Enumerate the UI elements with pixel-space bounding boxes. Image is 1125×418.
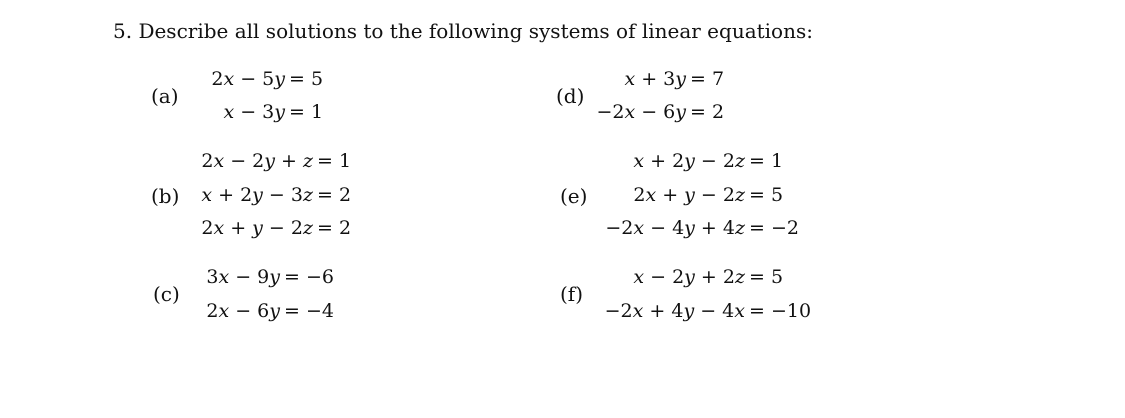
equation-line [0, 184, 1125, 208]
equation-rhs: = 1 [317, 150, 352, 172]
equation-rhs: = 1 [749, 150, 784, 172]
equation-lhs: 3𝑥 − 9𝑦 [206, 266, 280, 288]
equation-lhs: −2𝑥 − 4𝑦 + 4𝑧 [605, 217, 745, 239]
equation-lhs: 𝑥 − 2𝑦 + 2𝑧 [633, 266, 745, 288]
equation-lhs: −2𝑥 − 6𝑦 [596, 101, 686, 123]
system-label: (b) [151, 184, 180, 208]
equation-line [0, 150, 1125, 174]
equation-lhs: 2𝑥 − 5𝑦 [211, 68, 285, 90]
equation-line [0, 217, 1125, 241]
equation-rhs: = 2 [317, 184, 352, 206]
equation-line [0, 68, 1125, 92]
equation-rhs: = 5 [749, 266, 784, 288]
equation-lhs: 2𝑥 − 6𝑦 [206, 300, 280, 322]
equation-lhs: 𝑥 + 3𝑦 [624, 68, 686, 90]
equation-lhs: 𝑥 + 2𝑦 − 3𝑧 [201, 184, 313, 206]
equation-lhs: −2𝑥 + 4𝑦 − 4𝑥 [604, 300, 745, 322]
system-label: (c) [153, 282, 180, 306]
equation-line [0, 300, 1125, 324]
equation-rhs: = 2 [317, 217, 352, 239]
equation-rhs: = 7 [690, 68, 725, 90]
equation-rhs: = −2 [749, 217, 799, 239]
equation-lhs: 2𝑥 + 𝑦 − 2𝑧 [633, 184, 745, 206]
equation-lhs: 𝑥 + 2𝑦 − 2𝑧 [633, 150, 745, 172]
equation-rhs: = 2 [690, 101, 725, 123]
problem-title: 5. Describe all solutions to the following systems of linear equations: [113, 19, 813, 43]
equation-rhs: = 1 [289, 101, 324, 123]
equation-rhs: = −6 [284, 266, 334, 288]
equation-line [0, 266, 1125, 290]
system-label: (e) [560, 184, 588, 208]
system-label: (f) [560, 282, 584, 306]
equation-lhs: 2𝑥 − 2𝑦 + 𝑧 [201, 150, 313, 172]
equation-line [0, 101, 1125, 125]
equation-lhs: 𝑥 − 3𝑦 [223, 101, 285, 123]
equation-rhs: = −10 [749, 300, 812, 322]
equation-rhs: = 5 [749, 184, 784, 206]
equation-rhs: = −4 [284, 300, 334, 322]
system-label: (a) [151, 84, 179, 108]
equation-rhs: = 5 [289, 68, 324, 90]
equation-lhs: 2𝑥 + 𝑦 − 2𝑧 [201, 217, 313, 239]
system-label: (d) [556, 84, 585, 108]
